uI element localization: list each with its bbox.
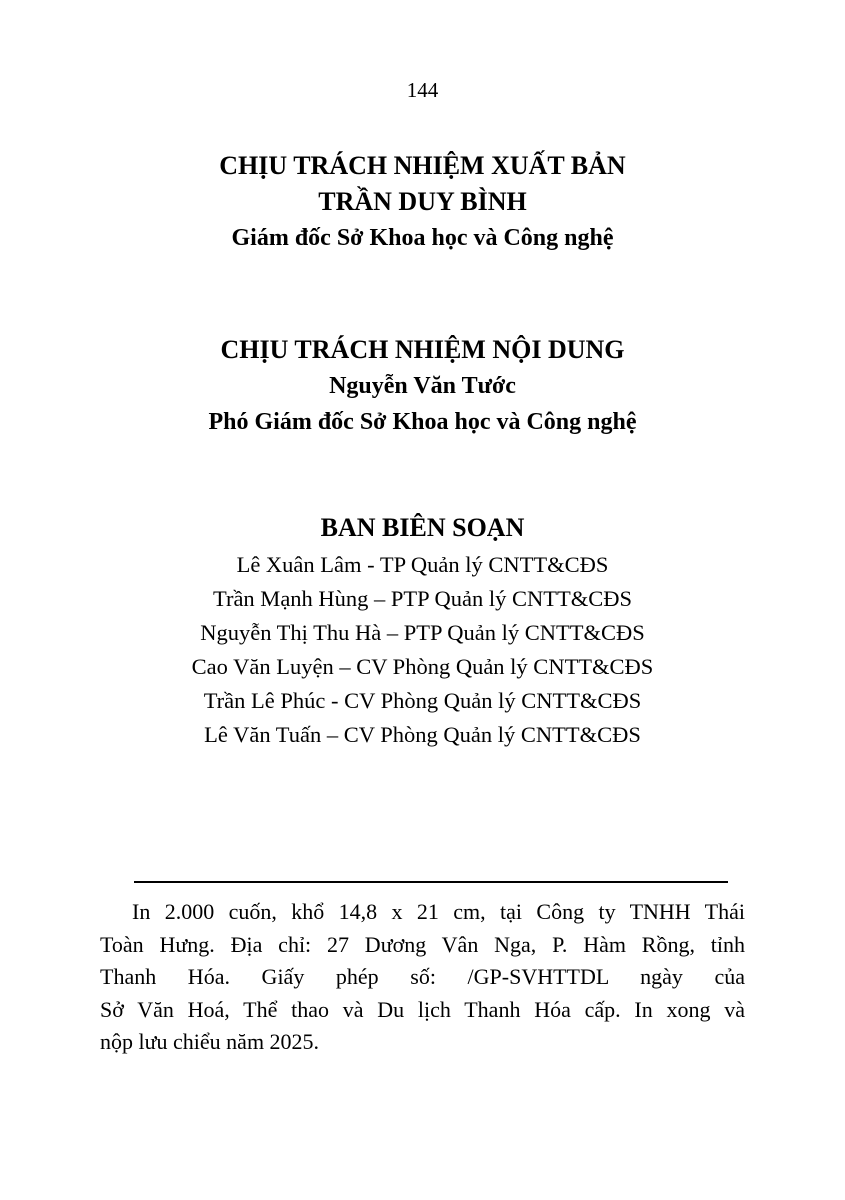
publisher-responsibility-heading: CHỊU TRÁCH NHIỆM XUẤT BẢN [219, 151, 626, 180]
imprint-line: In 2.000 cuốn, khổ 14,8 x 21 cm, tại Công ty TNHH Thái [132, 899, 745, 924]
editorial-member: Cao Văn Luyện – CV Phòng Quản lý CNTT&CĐS [191, 654, 654, 679]
publisher-responsibility-block [0, 148, 845, 256]
content-responsible-title: Phó Giám đốc Sở Khoa học và Công nghệ [208, 409, 637, 435]
publisher-name: TRẦN DUY BÌNH [318, 187, 527, 216]
divider-line [134, 881, 728, 883]
imprint-line: Toàn Hưng. Địa chỉ: 27 Dương Vân Nga, P. Hàm Rồng, tỉnh [100, 931, 745, 957]
imprint-line: nộp lưu chiểu năm 2025. [100, 1029, 320, 1054]
editorial-member: Trần Lê Phúc - CV Phòng Quản lý CNTT&CĐS [203, 688, 642, 713]
editorial-board-heading: BAN BIÊN SOẠN [320, 513, 525, 542]
editorial-member: Trần Mạnh Hùng – PTP Quản lý CNTT&CĐS [213, 586, 632, 611]
publisher-title: Giám đốc Sở Khoa học và Công nghệ [231, 225, 614, 251]
imprint-paragraph [100, 896, 745, 1059]
page-number: 144 [406, 78, 439, 102]
content-responsibility-heading: CHỊU TRÁCH NHIỆM NỘI DUNG [220, 335, 625, 364]
editorial-member: Lê Xuân Lâm - TP Quản lý CNTT&CĐS [236, 552, 609, 577]
imprint-line: Thanh Hóa. Giấy phép số: /GP-SVHTTDL ngày của [100, 964, 745, 989]
editorial-member: Lê Văn Tuấn – CV Phòng Quản lý CNTT&CĐS [204, 722, 641, 747]
editorial-board-block [0, 510, 845, 752]
imprint-line: Sở Văn Hoá, Thể thao và Du lịch Thanh Hóa cấp. In xong và [100, 996, 745, 1022]
content-responsible-name: Nguyễn Văn Tước [329, 373, 516, 399]
editorial-member: Nguyễn Thị Thu Hà – PTP Quản lý CNTT&CĐS [200, 620, 645, 645]
content-responsibility-block [0, 332, 845, 440]
